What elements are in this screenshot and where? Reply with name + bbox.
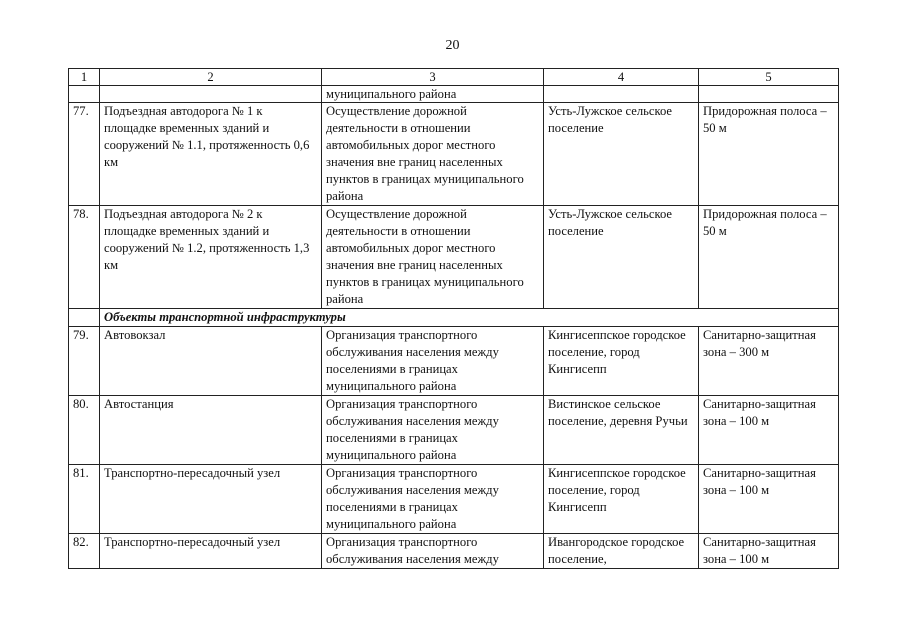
object-name-cell: Подъездная автодорога № 2 к площадке временных зданий и сооружений № 1.2, протяженность 1,3 км xyxy=(100,206,322,309)
zone-cell: Придорожная полоса – 50 м xyxy=(699,206,839,309)
row-number: 80. xyxy=(69,396,100,465)
section-title: Объекты транспортной инфраструктуры xyxy=(100,309,839,327)
location-cell: Ивангородское городское поселение, xyxy=(544,534,699,569)
header-cell: 5 xyxy=(699,69,839,86)
location-cell xyxy=(544,86,699,103)
document-table xyxy=(68,68,839,569)
zone-cell: Придорожная полоса – 50 м xyxy=(699,103,839,206)
table-row xyxy=(69,206,839,309)
location-cell: Вистинское сельское поселение, деревня Ручьи xyxy=(544,396,699,465)
purpose-cell: муниципального района xyxy=(322,86,544,103)
table-row xyxy=(69,465,839,534)
row-number: 81. xyxy=(69,465,100,534)
row-number: 78. xyxy=(69,206,100,309)
object-name-cell: Транспортно-пересадочный узел xyxy=(100,534,322,569)
page-number: 20 xyxy=(445,38,460,53)
row-number xyxy=(69,86,100,103)
object-name-cell: Транспортно-пересадочный узел xyxy=(100,465,322,534)
object-name-cell: Автовокзал xyxy=(100,327,322,396)
object-name-cell: Автостанция xyxy=(100,396,322,465)
purpose-cell: Организация транспортного обслуживания населения между поселениями в границах муниципального района xyxy=(322,396,544,465)
zone-cell: Санитарно-защитная зона – 100 м xyxy=(699,396,839,465)
header-cell: 4 xyxy=(544,69,699,86)
table-row xyxy=(69,396,839,465)
continuation-row xyxy=(69,86,839,103)
purpose-cell: Организация транспортного обслуживания населения между xyxy=(322,534,544,569)
zone-cell xyxy=(699,86,839,103)
header-cell: 1 xyxy=(69,69,100,86)
section-spacer-cell xyxy=(69,309,100,327)
purpose-cell: Организация транспортного обслуживания населения между поселениями в границах муниципального района xyxy=(322,327,544,396)
zone-cell: Санитарно-защитная зона – 100 м xyxy=(699,465,839,534)
table-row xyxy=(69,534,839,569)
table-header-row xyxy=(69,69,839,86)
row-number: 79. xyxy=(69,327,100,396)
table-row xyxy=(69,103,839,206)
location-cell: Кингисеппское городское поселение, город Кингисепп xyxy=(544,327,699,396)
zone-cell: Санитарно-защитная зона – 100 м xyxy=(699,534,839,569)
location-cell: Усть-Лужское сельское поселение xyxy=(544,103,699,206)
object-name-cell: Подъездная автодорога № 1 к площадке временных зданий и сооружений № 1.1, протяженность 0,6 км xyxy=(100,103,322,206)
object-name-cell xyxy=(100,86,322,103)
row-number: 82. xyxy=(69,534,100,569)
purpose-cell: Осуществление дорожной деятельности в отношении автомобильных дорог местного значения вне границ населенных пунктов в границах муниципального района xyxy=(322,206,544,309)
zone-cell: Санитарно-защитная зона – 300 м xyxy=(699,327,839,396)
header-cell: 2 xyxy=(100,69,322,86)
location-cell: Кингисеппское городское поселение, город Кингисепп xyxy=(544,465,699,534)
row-number: 77. xyxy=(69,103,100,206)
location-cell: Усть-Лужское сельское поселение xyxy=(544,206,699,309)
header-cell: 3 xyxy=(322,69,544,86)
section-row xyxy=(69,309,839,327)
table-row xyxy=(69,327,839,396)
purpose-cell: Организация транспортного обслуживания населения между поселениями в границах муниципального района xyxy=(322,465,544,534)
purpose-cell: Осуществление дорожной деятельности в отношении автомобильных дорог местного значения вне границ населенных пунктов в границах муниципального района xyxy=(322,103,544,206)
